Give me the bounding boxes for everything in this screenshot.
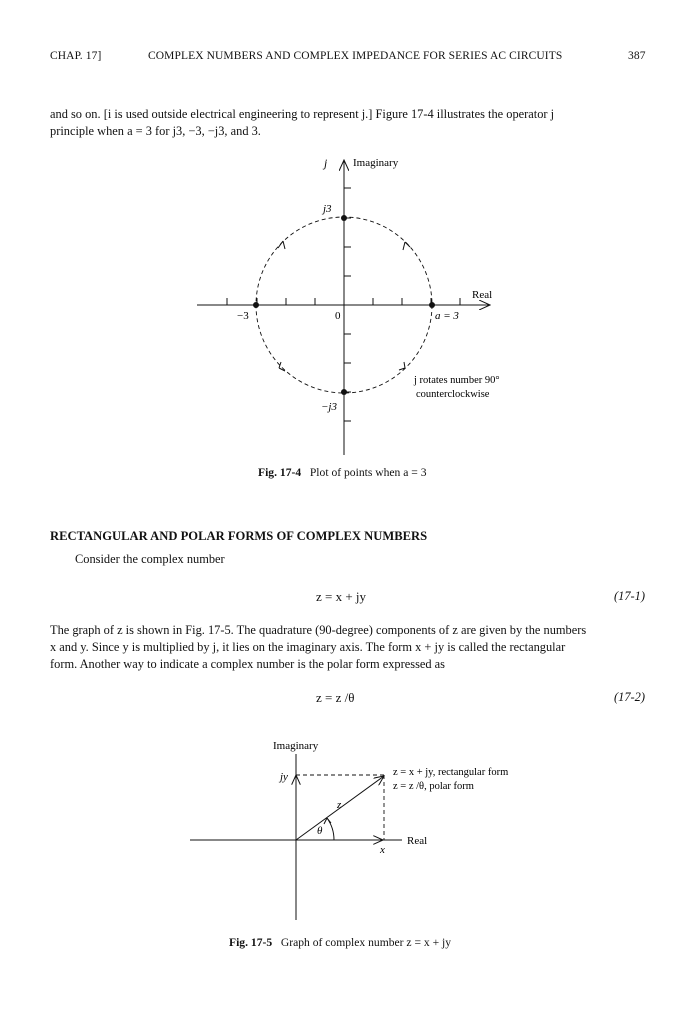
fig5-z-label: z	[337, 799, 342, 811]
fig4-real-label: Real	[472, 289, 493, 301]
section-heading: RECTANGULAR AND POLAR FORMS OF COMPLEX NUMBERS	[50, 529, 428, 543]
fig5-rect-form-label: z = x + jy, rectangular form	[393, 767, 509, 778]
fig5-caption	[229, 936, 451, 949]
fig5-caption-number: Fig. 17-5	[229, 936, 273, 949]
page-number: 387	[628, 50, 646, 62]
fig5-x-label: x	[380, 844, 385, 856]
intro-line-2: principle when a = 3 for j3, −3, −j3, and 3.	[50, 124, 261, 138]
fig4-caption	[258, 466, 427, 479]
fig5-jy-label: jy	[280, 771, 288, 783]
fig5-imaginary-label: Imaginary	[273, 740, 319, 752]
fig4-imaginary-label: Imaginary	[353, 157, 399, 169]
fig5-caption-text: Graph of complex number z = x + jy	[280, 936, 452, 949]
chapter-label: CHAP. 17]	[50, 50, 102, 62]
equation-17-2: z = z /θ	[316, 690, 355, 705]
figure-17-5	[0, 720, 698, 950]
fig4-j-axis-label: j	[324, 158, 328, 170]
section-intro: Consider the complex number	[75, 552, 225, 566]
fig4-neg3-label: −3	[237, 310, 249, 322]
fig4-zero-label: 0	[335, 310, 341, 322]
fig4-caption-text: Plot of points when a = 3	[309, 466, 427, 479]
fig5-real-label: Real	[407, 835, 428, 847]
fig5-theta-arc	[327, 818, 334, 840]
fig4-point-negj3	[341, 389, 347, 395]
running-title: COMPLEX NUMBERS AND COMPLEX IMPEDANCE FOR SERIES AC CIRCUITS	[148, 50, 563, 62]
fig4-point-a3	[429, 302, 435, 308]
equation-17-1-number: (17-1)	[614, 589, 645, 603]
equation-17-2-number: (17-2)	[614, 690, 645, 704]
fig4-point-j3	[341, 215, 347, 221]
fig4-note-line-2: counterclockwise	[416, 389, 490, 400]
fig4-note-line-1: j rotates number 90°	[414, 375, 500, 386]
fig4-point-neg3	[253, 302, 259, 308]
fig5-theta-label: θ	[317, 825, 323, 837]
section-para-line-3: form. Another way to indicate a complex number is the polar form expressed as	[50, 657, 446, 671]
fig5-polar-form-label: z = z /θ, polar form	[393, 781, 474, 792]
fig4-j3-label: j3	[323, 203, 332, 215]
section-para-line-2: x and y. Since y is multiplied by j, it lies on the imaginary axis. The form x + jy is called the rectangular	[50, 640, 566, 654]
fig4-caption-number: Fig. 17-4	[258, 466, 302, 479]
section-para-line-1: The graph of z is shown in Fig. 17-5. The quadrature (90-degree) components of z are given by the numbers	[50, 623, 587, 637]
fig4-a3-label: a = 3	[435, 310, 459, 322]
intro-line-1: and so on. [i is used outside electrical engineering to represent j.] Figure 17-4 illustrates the operator j	[50, 107, 555, 121]
fig4-negj3-label: −j3	[321, 401, 337, 413]
equation-17-1: z = x + jy	[316, 589, 367, 604]
